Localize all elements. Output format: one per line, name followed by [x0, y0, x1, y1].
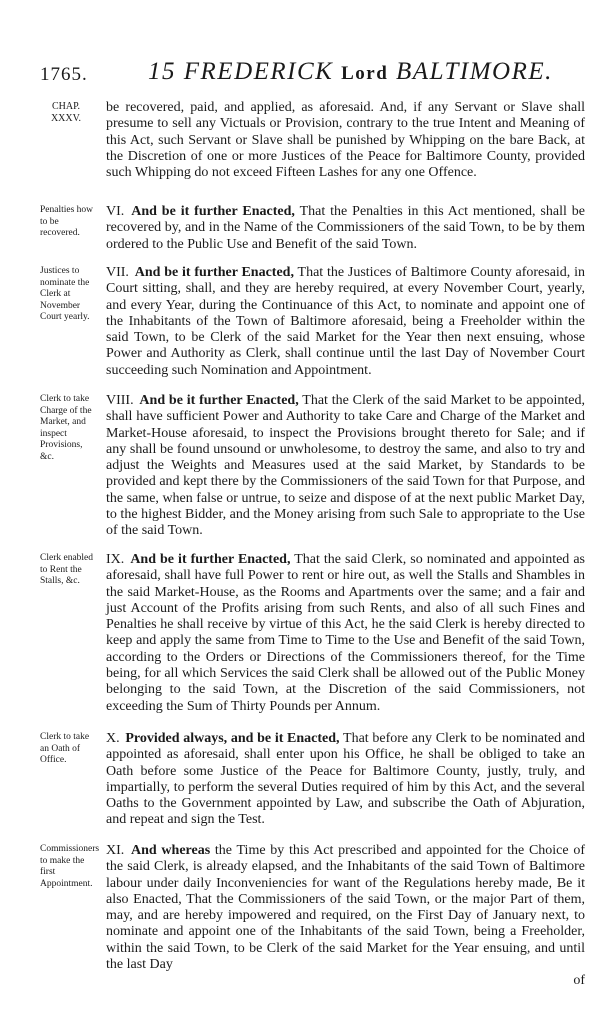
section-x	[40, 731, 585, 829]
reign-number: 15	[148, 58, 176, 85]
opening-paragraph	[40, 100, 585, 181]
section-number: VI.	[106, 204, 125, 219]
section-ix	[40, 552, 585, 715]
section-text: the Time by this Act prescribed and appointed for the Choice of the said Clerk, is already elapsed, and the Inhabitants of the said Town of Baltimore labour under daily Inconveniencies for want of the Regulations hereby made, Be it also Enacted, That the Commissioners of the said Town, or the major Part of them, may, and are hereby impowered and required, on the First Day of January next, to nominate and appoint one of the Inhabitants of the said Town, being a Freeholder, within the said Town, to be Clerk of the said Market for the Year ensuing, and until the last Day	[106, 843, 586, 973]
section-lead: Provided always, and be it Enacted,	[125, 731, 340, 746]
margin-note: Clerk to take Charge of the Market, and inspect Provisions, &c.	[40, 394, 92, 462]
section-body	[106, 552, 585, 715]
running-title	[148, 58, 553, 86]
title-lord: Lord	[341, 63, 389, 84]
section-text: That the Justices of Baltimore County aforesaid, in Court sitting, shall, and they are hereby required, at every November Court, yearly, and every Year, during the Continuance of this Act, to nominate and appoint one of the Inhabitants of the Town of Baltimore aforesaid, being a Freeholder within the said Town, to be Clerk of the said Market for the Year then next ensuing, whose Power and Authority as Clerk, shall continue until the last Day of November Court succeeding such Nomination and Appointment.	[106, 265, 585, 378]
section-text: That the Penalties in this Act mentioned, shall be recovered by, and in the Name of the Commissioners of the said Town, to be by them ordered to the Public Use and Benefit of the said Town.	[106, 204, 585, 252]
section-text: That the said Clerk, so nominated and appointed as aforesaid, shall have full Power to rent or hire out, as well the Stalls and Shambles in the said Market-House, as the Rooms and Apartments over the same; and a fair and just Account of the Profits arising from such Rents, and also of all such Fines and Penalties he shall receive by virtue of this Act, he the said Clerk is hereby directed to keep and apply the same from Time to Time to the Use and Benefit of the said Town, according to the Orders or Directions of the Commissioners thereof, for the Time being, for all which Services the said Clerk shall be allowed out of the Public Money belonging to the said Town, at the Discretion of the said Commissioners, not exceeding the Sum of Thirty Pounds per Annum.	[106, 552, 585, 714]
section-body	[106, 393, 585, 540]
title-first-name: FREDERICK	[183, 58, 334, 85]
section-text: That the Clerk of the said Market to be appointed, shall have sufficient Power and Authority to take Care and Charge of the Market and Market-House aforesaid, to inspect the Provisions brought thereto for Sale; and if any shall be found unsound or unwholesome, to destroy the same, and also to try and adjust the Weights and Measures used at the said Market, by Standards to be provided and kept there by the Commissioners of the said Town for that Purpose, and the same, when false or untrue, to seize and dispose of at the next public Market Day, to the highest Bidder, and the Money arising from such Sale to appropriate to the Use of the said Town.	[106, 393, 585, 539]
catchword: of	[573, 973, 585, 989]
title-last-name: BALTIMORE.	[396, 58, 553, 85]
margin-note: Commissioners to make the first Appointment.	[40, 844, 100, 889]
section-body	[106, 265, 585, 379]
section-number: IX.	[106, 552, 125, 567]
section-body	[106, 204, 585, 253]
page-header	[40, 58, 580, 88]
section-number: XI.	[106, 843, 125, 858]
section-body	[106, 843, 585, 973]
section-xi	[40, 843, 585, 989]
margin-note: Penalties how to be recovered.	[40, 205, 94, 238]
section-number: VII.	[106, 265, 129, 280]
section-number: VIII.	[106, 393, 134, 408]
section-lead: And be it further Enacted,	[139, 393, 299, 408]
margin-note: Justices to nominate the Clerk at November Court yearly.	[40, 266, 90, 322]
section-body	[106, 731, 585, 829]
section-vii	[40, 265, 585, 379]
chapter-margin-note: CHAP. XXXV.	[50, 101, 82, 124]
opening-text: be recovered, paid, and applied, as aforesaid. And, if any Servant or Slave shall presume to sell any Victuals or Provision, contrary to the true Intent and Meaning of this Act, such Servant or Slave shall be punished by Whipping on the bare Back, at the Discretion of one or more Justices of the Peace for Baltimore County, provided such Whipping do not exceed Fifteen Lashes for any one Offence.	[106, 100, 585, 181]
section-lead: And whereas	[131, 843, 211, 858]
section-lead: And be it further Enacted,	[130, 552, 291, 567]
year: 1765.	[40, 64, 88, 85]
margin-note: Clerk enabled to Rent the Stalls, &c.	[40, 553, 94, 586]
section-lead: And be it further Enacted,	[131, 204, 295, 219]
section-number: X.	[106, 731, 120, 746]
section-viii	[40, 393, 585, 540]
section-text: That before any Clerk to be nominated and appointed as aforesaid, shall enter upon his Office, he shall be obliged to take an Oath before some Justice of the Peace for Baltimore County, justly, truly, and impartially, to perform the several Duties required of him by this Act, and the several Oaths to the Government appointed by Law, and subscribe the Oath of Abjuration, and repeat and sign the Test.	[106, 731, 586, 828]
margin-note: Clerk to take an Oath of Office.	[40, 732, 90, 765]
section-lead: And be it further Enacted,	[134, 265, 294, 280]
section-vi	[40, 204, 585, 253]
